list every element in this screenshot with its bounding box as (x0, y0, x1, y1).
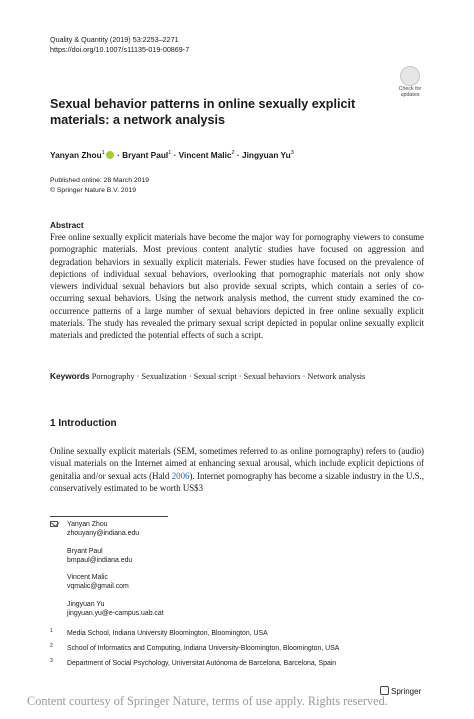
author-affiliation-mark: 1 (101, 150, 105, 157)
author-name: Yanyan Zhou (50, 150, 102, 160)
contact-entry (67, 520, 164, 539)
keywords (50, 370, 424, 383)
contact-list (67, 520, 164, 626)
contact-name: Jingyuan Yu (67, 600, 105, 608)
courtesy-watermark: Content courtesy of Springer Nature, terms of use apply. Rights reserved. (27, 694, 388, 708)
abstract-text: Free online sexually explicit materials have become the major way for pornography viewers to consume pornographic materials. Most previous content analytic studies have focused on aggression and degradation behaviors in sexually explicit materials. Fewer studies have focused on the prevalence of depictions of individual sexual behaviors, overlooking that pornographic materials not only show viewers individual sexual behaviors but also provide sexual scripts, which contain a series of co-occurring sexual behaviors. Using the network analysis method, the current study examined the co-occurrence patterns of a large number of sexual behaviors depicted in free online sexually explicit materials. The study has revealed the primary sexual script depicted in popular online sexually explicit materials and predicted the potential effects of such a script. (50, 232, 424, 341)
affiliation-number: 2 (50, 643, 53, 649)
badge-line-2: updates (400, 92, 420, 98)
contact-email[interactable]: zhouyany@indiana.edu (67, 530, 140, 538)
contact-name: Bryant Paul (67, 547, 103, 555)
contact-entry (67, 573, 164, 592)
check-updates-icon (400, 66, 420, 86)
journal-header (50, 35, 189, 55)
contact-name: Vincent Malic (67, 574, 108, 582)
contact-entry (67, 600, 164, 619)
author-affiliation-mark: 2 (231, 150, 235, 157)
author-affiliation-mark: 3 (290, 150, 294, 157)
contact-email[interactable]: vqmalic@gmail.com (67, 583, 129, 591)
footnote-divider (50, 516, 168, 517)
copyright-line: © Springer Nature B.V. 2019 (50, 186, 136, 194)
orcid-icon[interactable] (106, 151, 114, 159)
contact-name: Yanyan Zhou (67, 521, 108, 528)
author-name: Vincent Malic (178, 150, 232, 160)
doi-link[interactable]: https://doi.org/10.1007/s11135-019-00869-7 (50, 45, 190, 54)
envelope-icon (50, 521, 58, 527)
intro-paragraph (50, 445, 424, 494)
keywords-text: Pornography · Sexualization · Sexual script · Sexual behaviors · Network analysis (91, 372, 366, 381)
author-name: Bryant Paul (122, 150, 169, 160)
contact-email[interactable]: jingyuan.yu@e-campus.uab.cat (67, 610, 164, 618)
affiliation-number: 3 (50, 658, 53, 664)
affiliation-text: Media School, Indiana University Bloomington, Bloomington, USA (67, 630, 268, 637)
check-for-updates-badge[interactable] (393, 66, 427, 100)
badge-line-1: Check for (398, 86, 422, 92)
affiliation-number: 1 (50, 628, 53, 634)
publisher-name: Springer (391, 687, 422, 696)
intro-text-start: Online sexually explicit materials (SEM, sometimes referred to as online pornography) refers to (audio) visual materials on the Internet aimed at enhancing sexual arousal, which include explicit depictions of genitalia and/or sexual acts (Hald (50, 446, 424, 481)
section-heading: 1 Introduction (50, 418, 117, 429)
affiliation-text: School of Informatics and Computing, Indiana University-Bloomington, Bloomington, USA (67, 645, 340, 652)
contact-entry (67, 547, 164, 566)
published-date: Published online: 28 March 2019 (50, 177, 149, 184)
abstract-heading: Abstract (50, 220, 84, 230)
article-title: Sexual behavior patterns in online sexually explicit materials: a network analysis (50, 97, 356, 127)
journal-citation: Quality & Quantity (2019) 53:2253–2271 (50, 35, 179, 44)
author-list: Yanyan Zhou$^1$ · Bryant Paul$^1$ · Vincent Malic$^2$ · Jingyuan Yu$^3$ (50, 150, 294, 160)
contact-email[interactable]: bmpaul@indiana.edu (67, 556, 133, 564)
publication-info (50, 176, 149, 195)
author-name: Jingyuan Yu (241, 150, 291, 160)
intro-text-end: ). Internet pornography has become a sizable industry in the U.S., conservatively estimated to be worth US$3 (50, 470, 424, 493)
affiliation-text: Department of Social Psychology, Universitat Autónoma de Barcelona, Barcelona, Spain (67, 660, 337, 667)
keywords-label: Keywords (50, 371, 90, 381)
citation-link[interactable]: 2006 (171, 470, 190, 481)
author-affiliation-mark: 1 (168, 150, 172, 157)
